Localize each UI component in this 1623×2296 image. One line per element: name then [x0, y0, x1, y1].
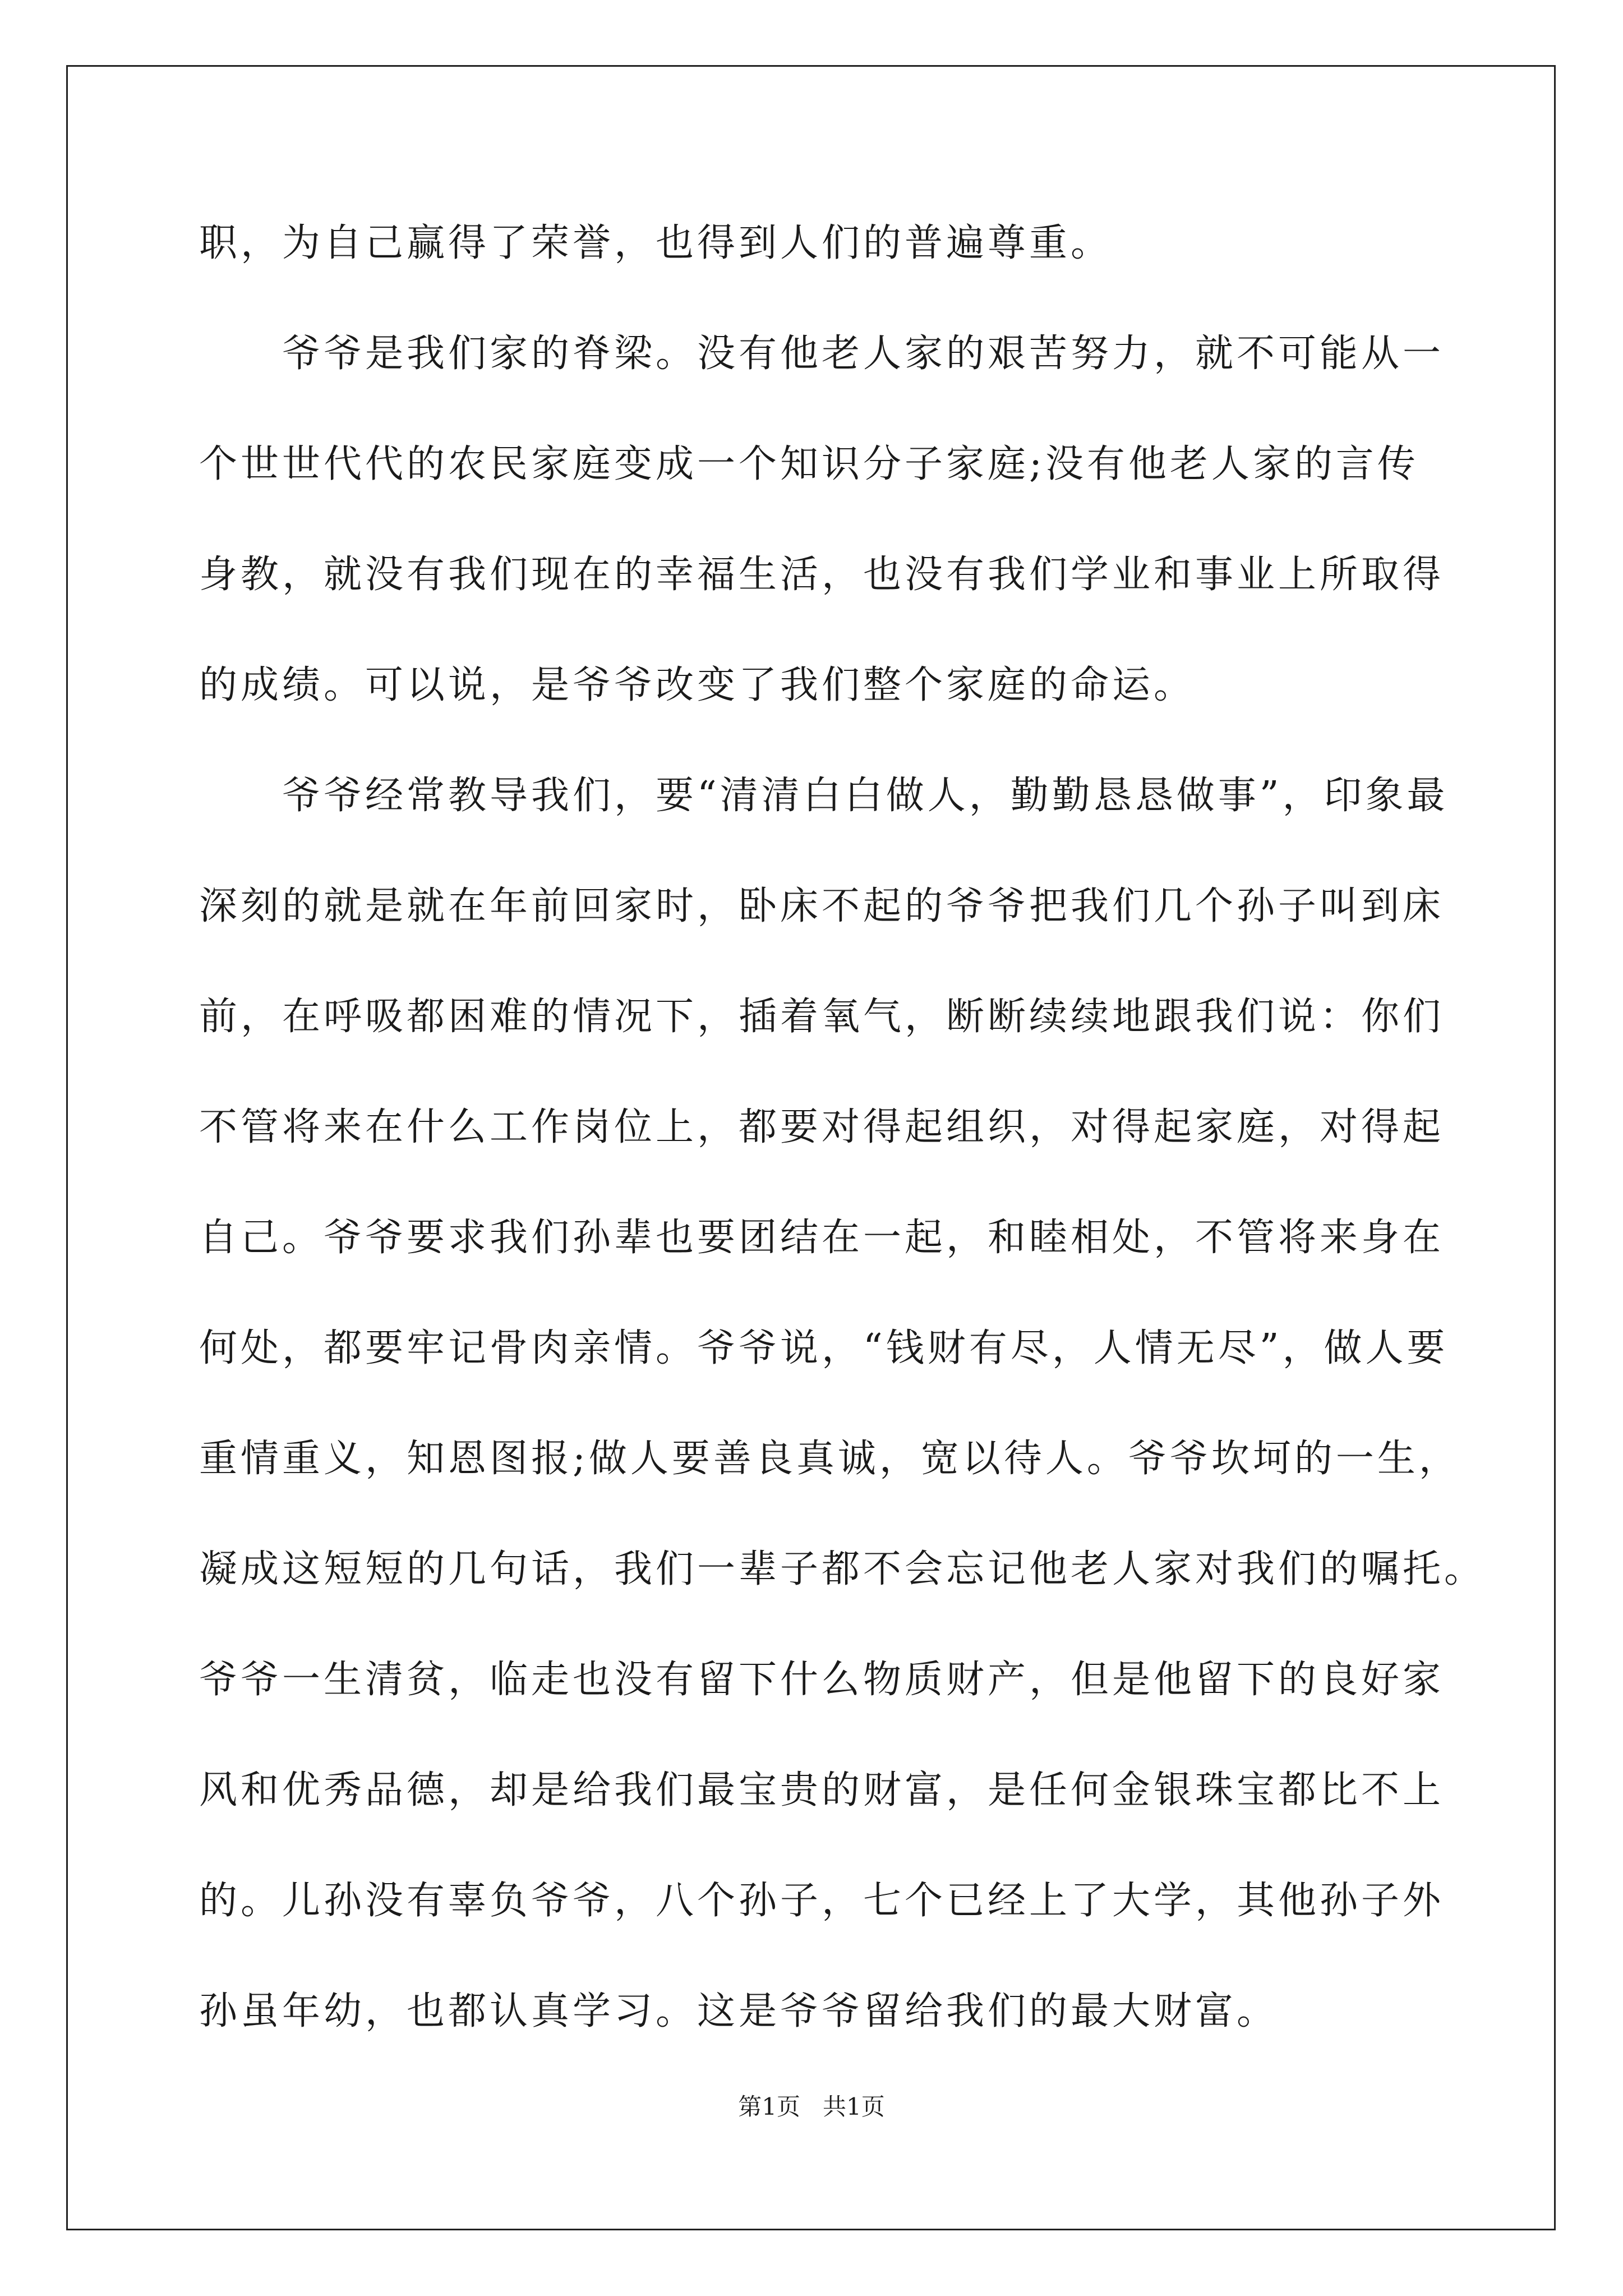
text-line: 不管将来在什么工作岗位上，都要对得起组织，对得起家庭，对得起: [199, 1105, 1445, 1149]
text-line: 风和优秀品德，却是给我们最宝贵的财富，是任何金银珠宝都比不上: [199, 1768, 1445, 1812]
page-footer: [0, 2095, 1623, 2119]
text-line: 自己。爷爷要求我们孙辈也要团结在一起，和睦相处，不管将来身在: [199, 1216, 1445, 1260]
text-line: 孙虽年幼，也都认真学习。这是爷爷留给我们的最大财富。: [199, 1989, 1279, 2033]
text-line: 前，在呼吸都困难的情况下，插着氧气，断断续续地跟我们说：你们: [199, 995, 1445, 1039]
text-line: 爷爷经常教导我们，要“清清白白做人，勤勤恳恳做事”，印象最: [199, 774, 1449, 818]
text-line: 何处，都要牢记骨肉亲情。爷爷说，“钱财有尽，人情无尽”，做人要: [199, 1326, 1449, 1370]
text-line: 爷爷一生清贫，临走也没有留下什么物质财产，但是他留下的良好家: [199, 1658, 1445, 1702]
text-line: 爷爷是我们家的脊梁。没有他老人家的艰苦努力，就不可能从一: [199, 332, 1445, 376]
text-line: 深刻的就是就在年前回家时，卧床不起的爷爷把我们几个孙子叫到床: [199, 884, 1445, 928]
page-number: 第1页: [738, 2093, 800, 2120]
text-line: 的成绩。可以说，是爷爷改变了我们整个家庭的命运。: [199, 663, 1196, 707]
text-line: 职，为自己赢得了荣誉，也得到人们的普遍尊重。: [199, 221, 1113, 265]
text-line: 身教，就没有我们现在的幸福生活，也没有我们学业和事业上所取得: [199, 553, 1445, 597]
text-line: 重情重义，知恩图报;做人要善良真诚，宽以待人。爷爷坎坷的一生，: [199, 1437, 1460, 1481]
text-line: 个世世代代的农民家庭变成一个知识分子家庭;没有他老人家的言传: [199, 442, 1419, 486]
text-line: 的。儿孙没有辜负爷爷，八个孙子，七个已经上了大学，其他孙子外: [199, 1879, 1445, 1923]
text-line: 凝成这短短的几句话，我们一辈子都不会忘记他老人家对我们的嘱托。: [199, 1547, 1486, 1591]
page-total: 共1页: [823, 2093, 885, 2120]
